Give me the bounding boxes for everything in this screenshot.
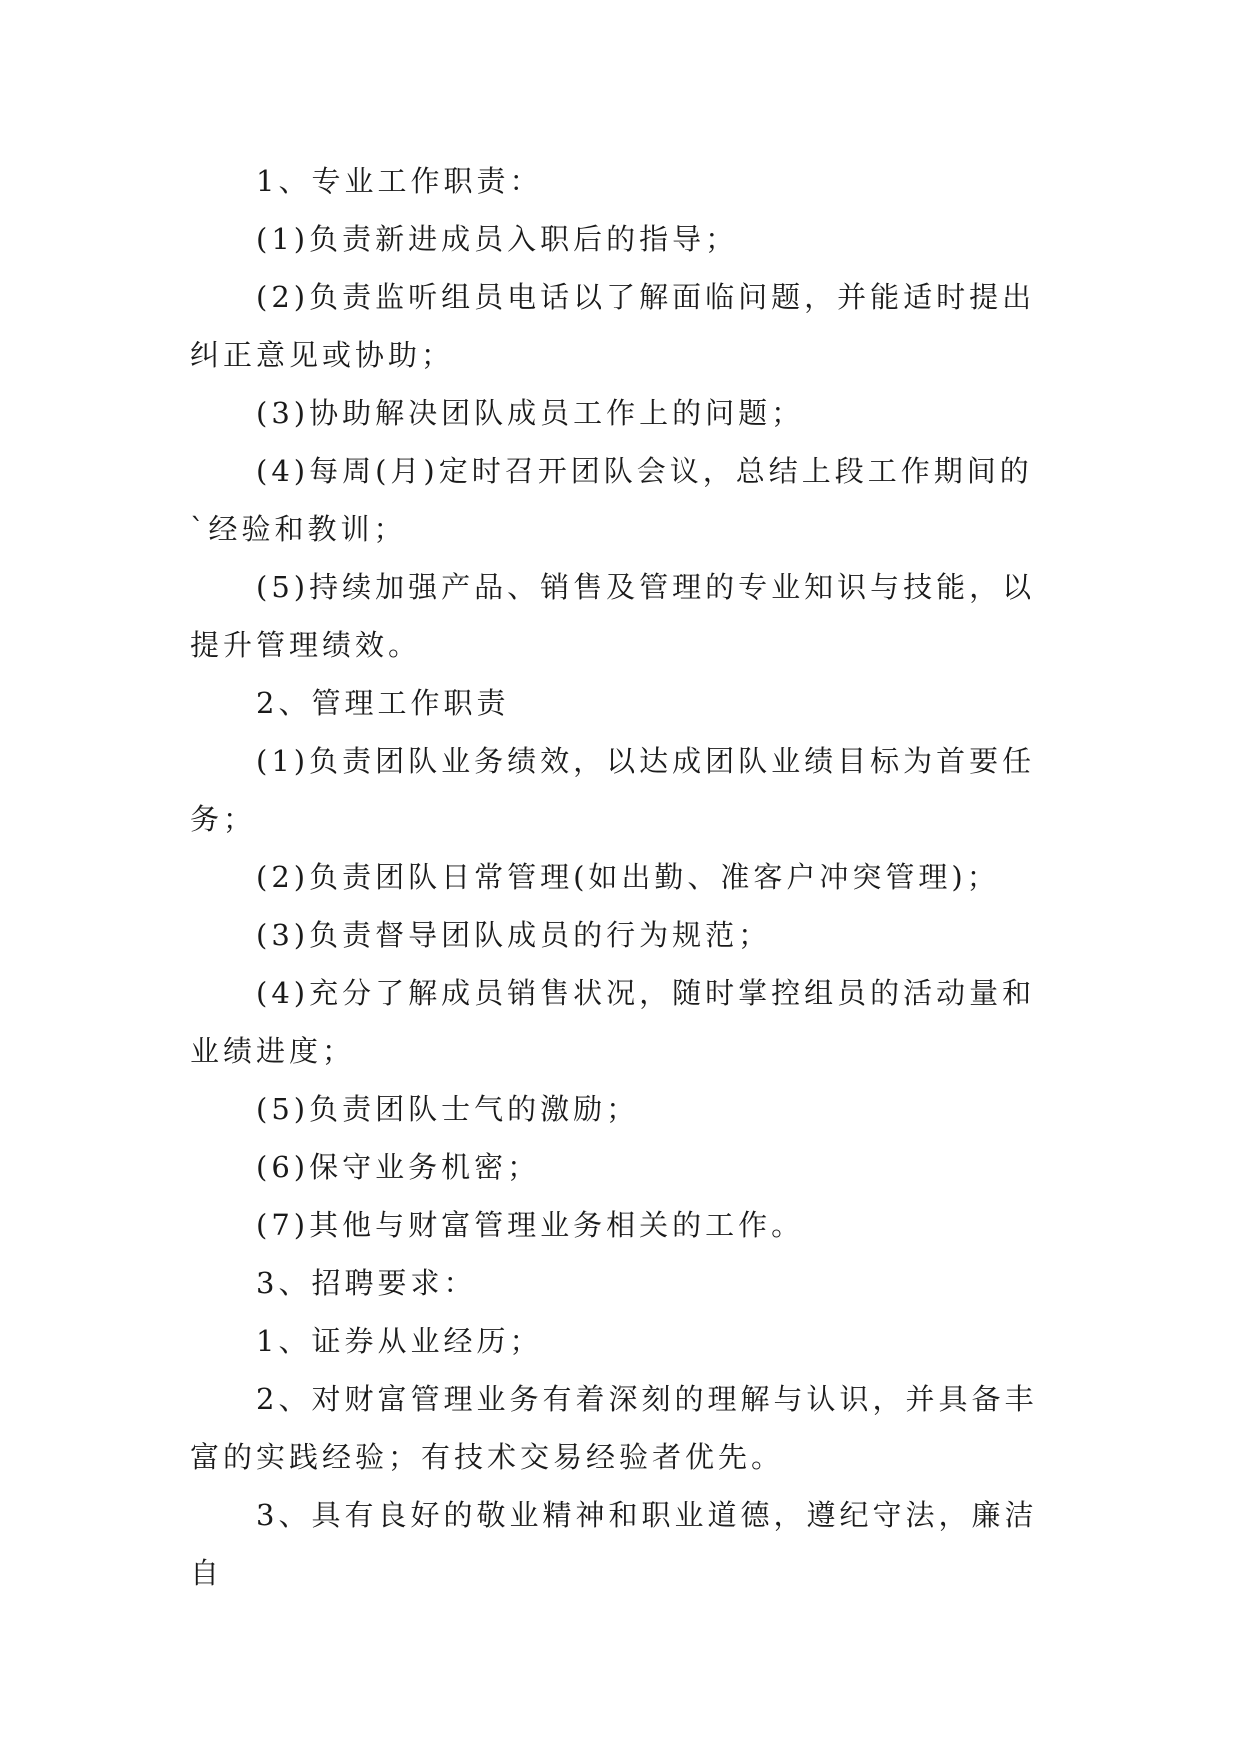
- list-item: 2、对财富管理业务有着深刻的理解与认识，并具备丰富的实践经验；有技术交易经验者优先。: [190, 1382, 1038, 1474]
- list-item: 1、证券从业经历；: [256, 1324, 543, 1358]
- list-item: (3)协助解决团队成员工作上的问题；: [256, 396, 805, 430]
- list-item: (5)持续加强产品、销售及管理的专业知识与技能，以提升管理绩效。: [190, 570, 1036, 662]
- list-item: 3、具有良好的敬业精神和职业道德，遵纪守法，廉洁自: [190, 1498, 1038, 1590]
- section-heading-professional-duties: 1、专业工作职责：: [256, 164, 543, 198]
- section-heading-management-duties: 2、管理工作职责: [256, 686, 510, 720]
- list-item: (4)充分了解成员销售状况，随时掌控组员的活动量和业绩进度；: [190, 976, 1036, 1068]
- list-item: (6)保守业务机密；: [256, 1150, 541, 1184]
- list-item: (1)负责团队业务绩效，以达成团队业绩目标为首要任务；: [190, 744, 1036, 836]
- list-item: (2)负责团队日常管理(如出勤、准客户冲突管理)；: [256, 860, 1000, 894]
- list-item: (7)其他与财富管理业务相关的工作。: [256, 1208, 805, 1242]
- list-item: (3)负责督导团队成员的行为规范；: [256, 918, 772, 952]
- document-body: [190, 152, 1050, 1602]
- section-heading-recruitment-requirements: 3、招聘要求：: [256, 1266, 477, 1300]
- list-item: (2)负责监听组员电话以了解面临问题，并能适时提出纠正意见或协助；: [190, 280, 1036, 372]
- list-item: (1)负责新进成员入职后的指导；: [256, 222, 739, 256]
- list-item: (5)负责团队士气的激励；: [256, 1092, 640, 1126]
- list-item: (4)每周(月)定时召开团队会议，总结上段工作期间的`经验和教训；: [190, 454, 1033, 546]
